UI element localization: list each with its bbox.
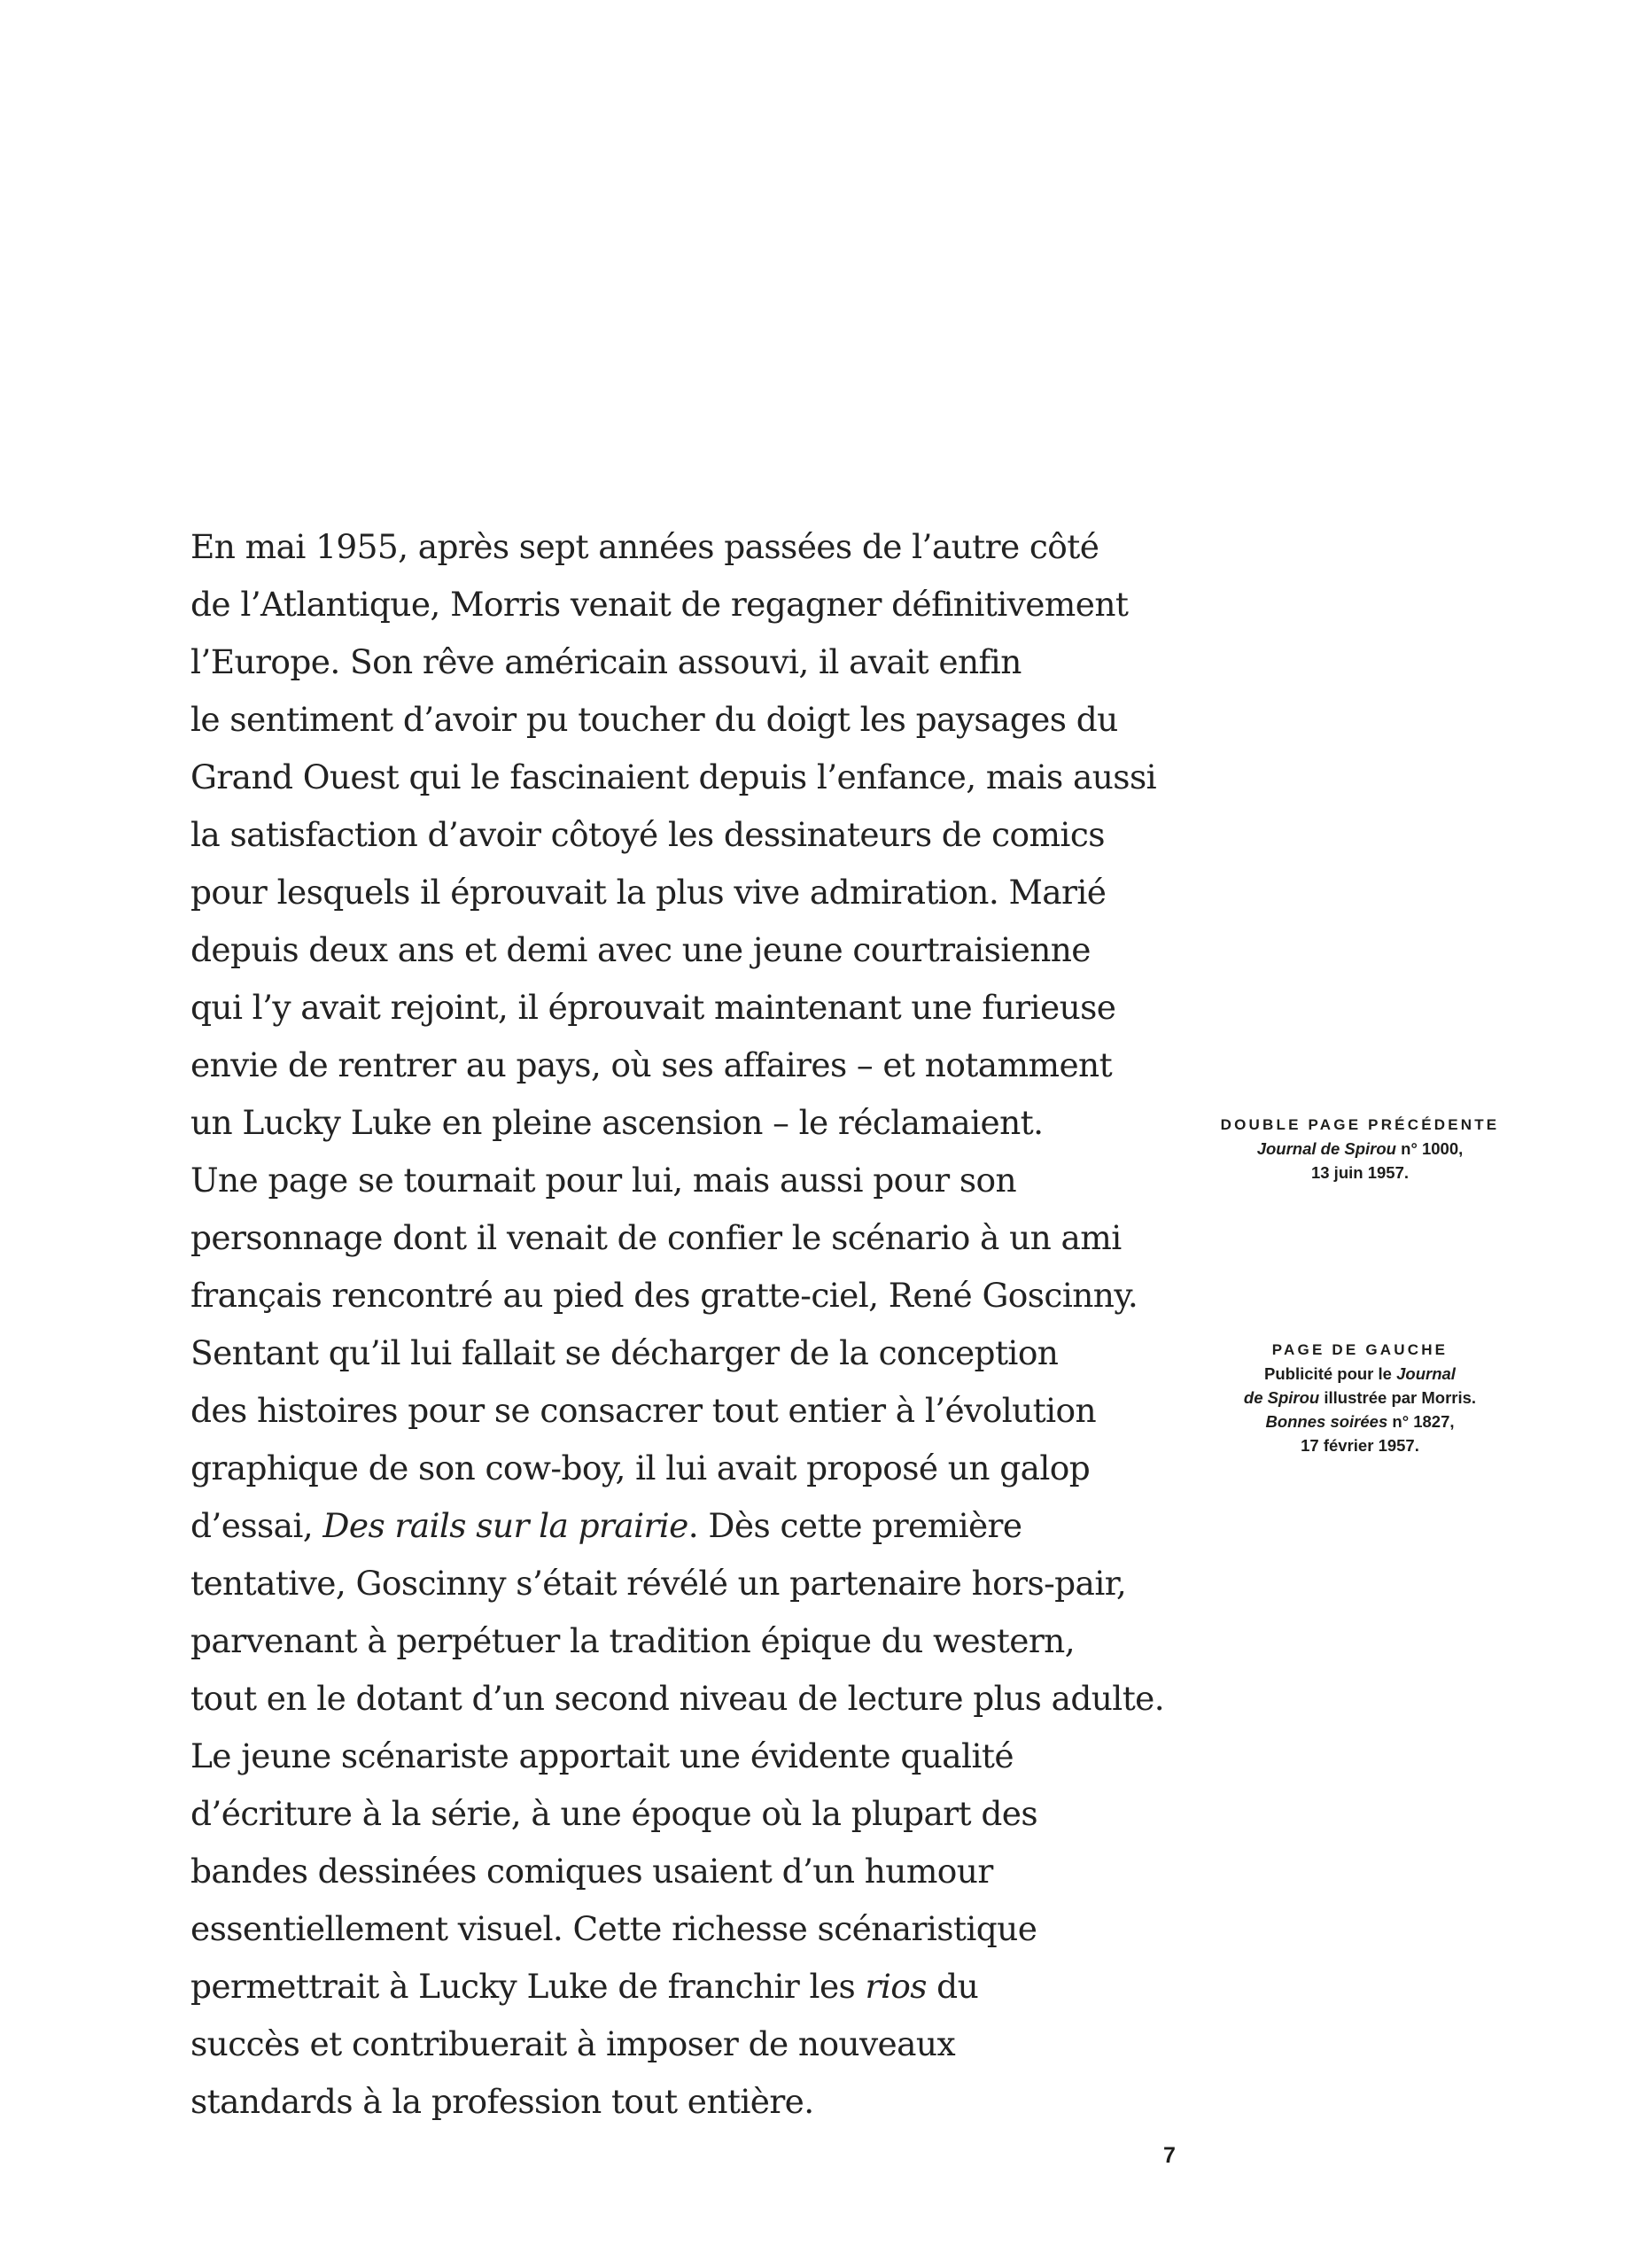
publication-title: de Spirou <box>1243 1388 1320 1407</box>
body-line-segment: . Dès cette première <box>688 1506 1022 1545</box>
caption-line <box>1192 1362 1528 1386</box>
body-line: personnage dont il venait de confier le scénario à un ami <box>190 1218 1122 1257</box>
publication-title: Journal <box>1396 1364 1456 1383</box>
body-line <box>190 1497 1209 1555</box>
body-line: envie de rentrer au pays, où ses affaires – et notamment <box>190 1045 1113 1084</box>
caption-segment: n° 1827, <box>1387 1412 1455 1431</box>
caption-heading: DOUBLE PAGE PRÉCÉDENTE <box>1220 1116 1500 1133</box>
caption-line <box>1192 1386 1528 1410</box>
body-line: la satisfaction d’avoir côtoyé les dessinateurs de comics <box>190 815 1105 854</box>
caption-heading: PAGE DE GAUCHE <box>1271 1341 1449 1358</box>
body-line-segment: du <box>926 1967 979 2006</box>
page-number: 7 <box>1163 2143 1176 2168</box>
caption-left-page <box>1192 1338 1528 1457</box>
caption-line: 13 juin 1957. <box>1310 1163 1410 1182</box>
body-line: l’Europe. Son rêve américain assouvi, il avait enfin <box>190 642 1022 681</box>
caption-segment: n° 1000, <box>1396 1139 1464 1158</box>
publication-title: Journal de Spirou <box>1256 1139 1396 1158</box>
body-line: bandes dessinées comiques usaient d’un humour <box>190 1852 993 1891</box>
italic-word: rios <box>865 1967 927 2006</box>
body-line: Sentant qu’il lui fallait se décharger de la conception <box>190 1333 1059 1372</box>
body-line: parvenant à perpétuer la tradition épique du western, <box>190 1621 1076 1660</box>
caption-line: 17 février 1957. <box>1301 1436 1419 1455</box>
publication-title: Bonnes soirées <box>1265 1412 1388 1431</box>
body-line: qui l’y avait rejoint, il éprouvait maintenant une furieuse <box>190 988 1116 1027</box>
body-line: d’écriture à la série, à une époque où la plupart des <box>190 1794 1037 1833</box>
body-line: des histoires pour se consacrer tout entier à l’évolution <box>190 1391 1097 1430</box>
body-line: un Lucky Luke en pleine ascension – le réclamaient. <box>190 1103 1044 1142</box>
body-line: tout en le dotant d’un second niveau de lecture plus adulte. <box>190 1679 1165 1718</box>
body-line: essentiellement visuel. Cette richesse scénaristique <box>190 1909 1037 1948</box>
book-title: Des rails sur la prairie <box>322 1506 688 1545</box>
body-line: tentative, Goscinny s’était révélé un partenaire hors-pair, <box>190 1564 1127 1603</box>
body-line: graphique de son cow-boy, il lui avait proposé un galop <box>190 1449 1091 1487</box>
body-line: succès et contribuerait à imposer de nouveaux <box>190 2024 956 2063</box>
body-line: Grand Ouest qui le fascinaient depuis l’enfance, mais aussi <box>190 757 1156 796</box>
body-line-segment: d’essai, <box>190 1506 323 1545</box>
body-line-segment: permettrait à Lucky Luke de franchir les <box>190 1967 866 2006</box>
body-line: En mai 1955, après sept années passées de l’autre côté <box>190 527 1099 566</box>
caption-line <box>1192 1410 1528 1433</box>
body-line: pour lesquels il éprouvait la plus vive admiration. Marié <box>190 873 1107 912</box>
body-line: Le jeune scénariste apportait une évidente qualité <box>190 1736 1014 1775</box>
caption-line <box>1192 1137 1528 1161</box>
body-text <box>190 518 1209 2131</box>
body-line: de l’Atlantique, Morris venait de regagner définitivement <box>190 585 1129 624</box>
body-line <box>190 1958 1209 2016</box>
caption-segment: Publicité pour le <box>1264 1364 1397 1383</box>
body-line: français rencontré au pied des gratte-ciel, René Goscinny. <box>190 1276 1138 1315</box>
body-line: Une page se tournait pour lui, mais aussi pour son <box>190 1161 1017 1200</box>
body-line: depuis deux ans et demi avec une jeune courtraisienne <box>190 930 1091 969</box>
body-line: le sentiment d’avoir pu toucher du doigt les paysages du <box>190 700 1118 739</box>
caption-double-page <box>1192 1113 1528 1184</box>
caption-segment: illustrée par Morris. <box>1319 1388 1477 1407</box>
body-line: standards à la profession tout entière. <box>190 2082 814 2121</box>
